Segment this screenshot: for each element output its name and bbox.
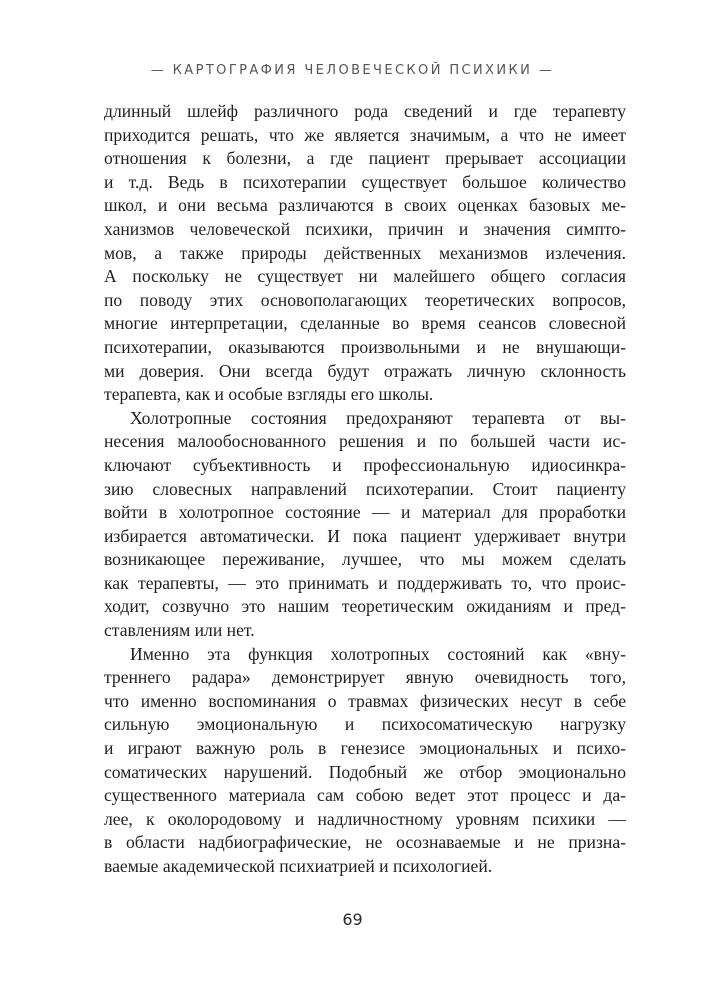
text-line: терапевта, как и особые взгляды его школы. [104,384,434,405]
text-line: длинный шлейф различного рода сведений и где терапевту [104,101,626,121]
text-line: как терапевты, — это принимать и поддерживать то, что проис- [104,572,626,593]
text-line: треннего радара» демонстрирует явную очевидность того, [104,667,626,688]
text-line: сильную эмоциональную и психосоматическую нагрузку [104,714,626,735]
text-line: и т.д. Ведь в психотерапии существует большое количество [104,171,626,192]
text-line: и играют важную роль в генезисе эмоциональных и психо- [104,738,626,759]
text-line: ваемые академической психиатрией и психологией. [104,856,493,876]
text-line: что именно воспоминания о травмах физических несут в себе [104,690,626,711]
text-line: ханизмов человеческой психики, причин и значения симпто- [104,218,626,239]
text-line: психотерапии, оказываются произвольными и не внушающи- [104,336,626,357]
text-line: по поводу этих основополагающих теоретических вопросов, [104,289,626,310]
text-line: лее, к околородовому и надличностному уровням психики — [104,808,626,829]
text-line: в области надбиографические, не осознаваемые и не призна- [104,832,626,853]
text-line: ходит, созвучно это нашим теоретическим ожиданиям и пред- [104,596,626,617]
text-line: многие интерпретации, сделанные во время сеансов словесной [104,313,626,334]
text-line: ключают субъективность и профессиональную идиосинкра- [104,454,626,475]
text-line: существенного материала сам собою ведет этот процесс и да- [104,785,626,806]
text-line: мов, а также природы действенных механизмов излечения. [104,242,626,263]
text-line: отношения к болезни, а где пациент прерывает ассоциации [104,148,626,169]
text-line: А поскольку не существует ни малейшего общего согласия [104,266,626,287]
text-line: соматических нарушений. Подобный же отбор эмоционально [104,761,626,782]
body-text [104,100,626,879]
text-line: приходится решать, что же является значимым, а что не имеет [104,124,626,145]
text-line: войти в холотропное состояние — и материал для проработки [104,502,626,523]
page-number: 69 [342,910,363,929]
text-line: зию словесных направлений психотерапии. Стоит пациенту [104,478,626,499]
paragraph-first-line: Холотропные состояния предохраняют терапевта от вы- [130,407,626,428]
text-line: возникающее переживание, лучшее, что мы можем сделать [104,549,626,570]
text-line: избирается автоматически. И пока пациент удерживает внутри [104,525,626,546]
text-line: школ, и они весьма различаются в своих оценках базовых ме- [104,195,626,216]
text-line: несения малообоснованного решения и по большей части ис- [104,431,626,452]
paragraph-first-line: Именно эта функция холотропных состояний как «вну- [130,643,626,664]
running-header: — КАРТОГРАФИЯ ЧЕЛОВЕЧЕСКОЙ ПСИХИКИ — [150,63,555,78]
text-line: ставлениям или нет. [104,620,255,641]
text-line: ми доверия. Они всегда будут отражать личную склонность [104,360,626,381]
